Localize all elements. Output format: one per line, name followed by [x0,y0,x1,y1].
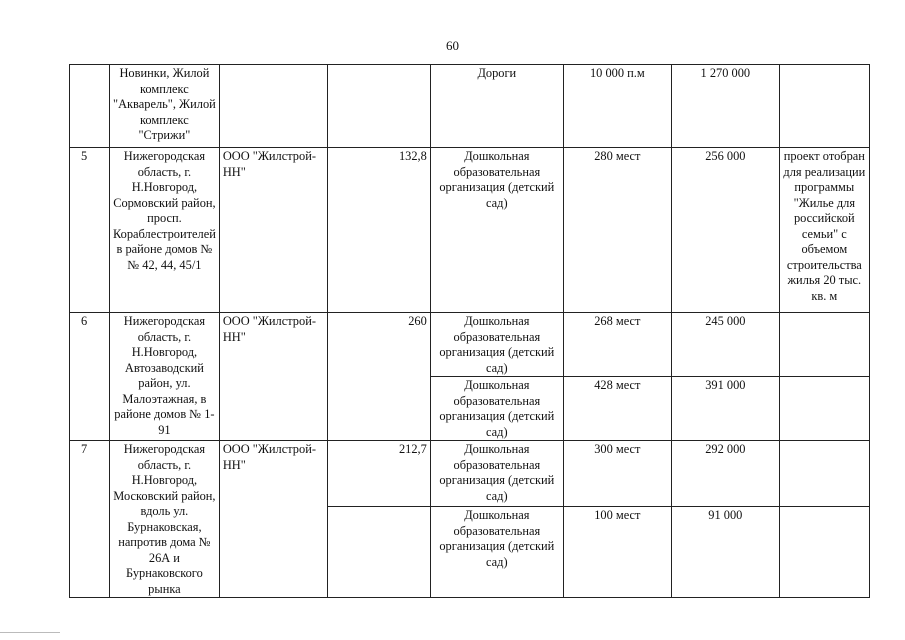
cost-cell: 245 000 [671,313,779,377]
location-cell: Нижегородская область, г. Н.Новгород, Сормовский район, просп. Кораблестроителей в районе домов №№ 42, 44, 45/1 [110,148,220,313]
area-cell: 212,7 [327,441,430,507]
table-row [70,65,870,148]
object-name-cell: Дороги [430,65,563,148]
location-cell: Новинки, Жилой комплекс "Акварель", Жилой комплекс "Стрижи" [110,65,220,148]
area-cell: 260 [327,313,430,441]
note-cell: проект отобран для реализации программы "Жилье для российской семьи" с объемом строительства жилья 20 тыс. кв. м [779,148,869,313]
capacity-cell: 100 мест [563,507,671,598]
object-name-cell: Дошкольная образовательная организация (детский сад) [430,441,563,507]
table-row [70,441,870,507]
developer-cell: ООО "Жилстрой-НН" [219,441,327,598]
capacity-cell: 428 мест [563,377,671,441]
developer-cell: ООО "Жилстрой-НН" [219,148,327,313]
scan-artifact [0,632,60,633]
area-cell: 132,8 [327,148,430,313]
capacity-cell: 300 мест [563,441,671,507]
note-cell [779,65,869,148]
row-number: 6 [70,313,110,441]
location-cell: Нижегородская область, г. Н.Новгород, Автозаводский район, ул. Малоэтажная, в районе домов № 1-91 [110,313,220,441]
cost-cell: 91 000 [671,507,779,598]
object-name-cell: Дошкольная образовательная организация (детский сад) [430,377,563,441]
cost-cell: 256 000 [671,148,779,313]
note-cell [779,507,869,598]
projects-table [69,64,870,598]
developer-cell [219,65,327,148]
capacity-cell: 280 мест [563,148,671,313]
location-cell: Нижегородская область, г. Н.Новгород, Московский район, вдоль ул. Бурнаковская, напротив дома № 26А и Бурнаковского рынка [110,441,220,598]
cost-cell: 292 000 [671,441,779,507]
capacity-cell: 268 мест [563,313,671,377]
page-number: 60 [446,38,459,53]
capacity-cell: 10 000 п.м [563,65,671,148]
note-cell [779,313,869,377]
object-name-cell: Дошкольная образовательная организация (детский сад) [430,148,563,313]
object-name-cell: Дошкольная образовательная организация (детский сад) [430,507,563,598]
row-number: 7 [70,441,110,598]
object-name-cell: Дошкольная образовательная организация (детский сад) [430,313,563,377]
area-cell [327,65,430,148]
cost-cell: 1 270 000 [671,65,779,148]
row-number [70,65,110,148]
cost-cell: 391 000 [671,377,779,441]
table-row [70,148,870,313]
area-cell [327,507,430,598]
developer-cell: ООО "Жилстрой-НН" [219,313,327,441]
row-number: 5 [70,148,110,313]
note-cell [779,441,869,507]
note-cell [779,377,869,441]
table-row [70,313,870,377]
